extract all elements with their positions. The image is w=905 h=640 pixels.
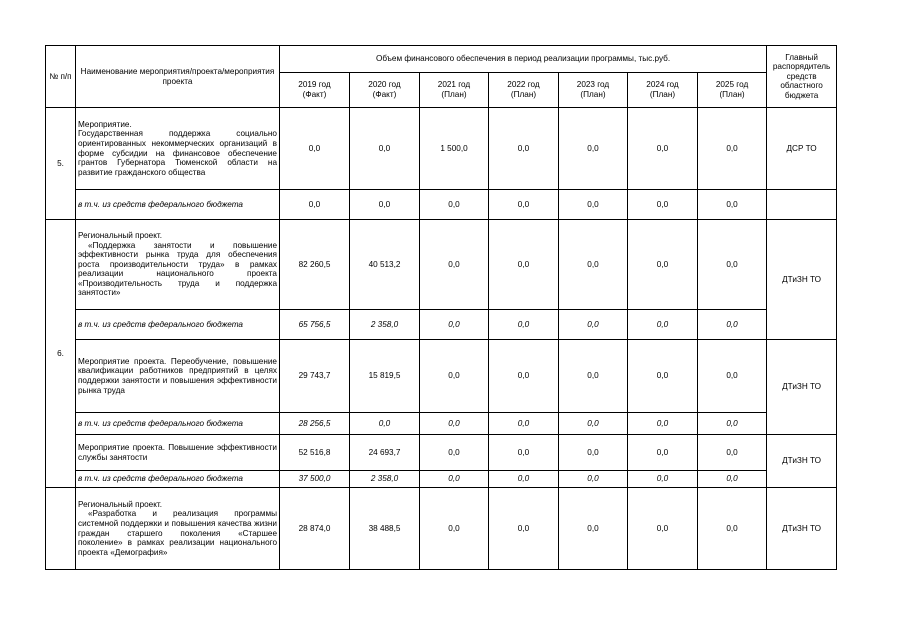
- table-row: [46, 220, 837, 310]
- value-cell: 15 819,5: [350, 340, 420, 413]
- value-cell: 2 358,0: [350, 310, 420, 340]
- value-cell: 0,0: [628, 340, 698, 413]
- value-cell: 0,0: [628, 435, 698, 471]
- value-cell: 0,0: [559, 220, 628, 310]
- value-cell: 0,0: [628, 488, 698, 570]
- value-cell: 0,0: [280, 190, 350, 220]
- federal-label: в т.ч. из средств федерального бюджета: [76, 310, 280, 340]
- table-row: [46, 488, 837, 570]
- value-cell: 0,0: [489, 310, 559, 340]
- value-cell: 40 513,2: [350, 220, 420, 310]
- value-cell: 0,0: [489, 340, 559, 413]
- value-cell: 29 743,7: [280, 340, 350, 413]
- manager-cell: ДТиЗН ТО: [767, 340, 837, 435]
- header-name: Наименование мероприятия/проекта/мероприятия проекта: [76, 46, 280, 108]
- row-num: 5.: [46, 108, 76, 220]
- value-cell: 0,0: [420, 471, 489, 488]
- header-row-1: [46, 46, 837, 73]
- value-cell: 0,0: [489, 190, 559, 220]
- funding-table: [45, 45, 837, 570]
- value-cell: 0,0: [489, 108, 559, 190]
- value-cell: 0,0: [420, 435, 489, 471]
- value-cell: 0,0: [698, 488, 767, 570]
- value-cell: 0,0: [420, 220, 489, 310]
- federal-label: в т.ч. из средств федерального бюджета: [76, 471, 280, 488]
- table-row: [46, 413, 837, 435]
- value-cell: 0,0: [420, 488, 489, 570]
- value-cell: 0,0: [559, 310, 628, 340]
- value-cell: 0,0: [628, 108, 698, 190]
- value-cell: 0,0: [698, 220, 767, 310]
- row-name: Мероприятие. Государственная поддержка социально ориентированных некоммерческих организаций в форме субсидии на финансовое обеспечение грантов Губернатора Тюменской области на развитие гражданского общества: [76, 108, 280, 190]
- federal-label: в т.ч. из средств федерального бюджета: [76, 413, 280, 435]
- value-cell: 0,0: [628, 190, 698, 220]
- value-cell: 0,0: [698, 471, 767, 488]
- header-year: 2020 год (Факт): [350, 73, 420, 108]
- value-cell: 37 500,0: [280, 471, 350, 488]
- value-cell: 28 256,5: [280, 413, 350, 435]
- value-cell: 0,0: [489, 471, 559, 488]
- value-cell: 0,0: [559, 340, 628, 413]
- header-funding: Объем финансового обеспечения в период реализации программы, тыс.руб.: [280, 46, 767, 73]
- table-row: [46, 108, 837, 190]
- value-cell: 38 488,5: [350, 488, 420, 570]
- value-cell: 24 693,7: [350, 435, 420, 471]
- value-cell: 0,0: [559, 488, 628, 570]
- header-manager: Главный распорядитель средств областного бюджета: [767, 46, 837, 108]
- row-name: Региональный проект. «Разработка и реализация программы системной поддержки и повышения качества жизни граждан старшего поколения «Старшее поколение» в рамках реализации национального проекта «Демография»: [76, 488, 280, 570]
- value-cell: 0,0: [628, 471, 698, 488]
- table-row: [46, 435, 837, 471]
- table-row: [46, 471, 837, 488]
- value-cell: 1 500,0: [420, 108, 489, 190]
- row-name: Мероприятие проекта. Повышение эффективности службы занятости: [76, 435, 280, 471]
- value-cell: 28 874,0: [280, 488, 350, 570]
- value-cell: 0,0: [628, 220, 698, 310]
- value-cell: 0,0: [489, 413, 559, 435]
- value-cell: 0,0: [698, 190, 767, 220]
- value-cell: 0,0: [489, 435, 559, 471]
- header-year: 2024 год (План): [628, 73, 698, 108]
- table-row: [46, 190, 837, 220]
- manager-cell-empty: [767, 190, 837, 220]
- row-name: Региональный проект. «Поддержка занятости и повышение эффективности рынка труда для обеспечения роста производительности труда» в рамках реализации национального проекта «Производительность труда и поддержка занятости»: [76, 220, 280, 310]
- value-cell: 65 756,5: [280, 310, 350, 340]
- value-cell: 0,0: [420, 190, 489, 220]
- value-cell: 0,0: [698, 340, 767, 413]
- value-cell: 0,0: [698, 435, 767, 471]
- row-num-empty: [46, 488, 76, 570]
- header-year: 2025 год (План): [698, 73, 767, 108]
- value-cell: 0,0: [350, 413, 420, 435]
- value-cell: 0,0: [559, 190, 628, 220]
- value-cell: 0,0: [489, 488, 559, 570]
- value-cell: 0,0: [350, 108, 420, 190]
- row-num: 6.: [46, 220, 76, 488]
- value-cell: 0,0: [698, 108, 767, 190]
- federal-label: в т.ч. из средств федерального бюджета: [76, 190, 280, 220]
- value-cell: 82 260,5: [280, 220, 350, 310]
- table-row: [46, 340, 837, 413]
- header-year: 2019 год (Факт): [280, 73, 350, 108]
- table-row: [46, 310, 837, 340]
- header-year: 2022 год (План): [489, 73, 559, 108]
- value-cell: 0,0: [559, 413, 628, 435]
- value-cell: 0,0: [350, 190, 420, 220]
- manager-cell: ДТиЗН ТО: [767, 435, 837, 488]
- value-cell: 0,0: [280, 108, 350, 190]
- value-cell: 0,0: [420, 413, 489, 435]
- value-cell: 52 516,8: [280, 435, 350, 471]
- value-cell: 0,0: [559, 108, 628, 190]
- header-num: № п/п: [46, 46, 76, 108]
- manager-cell: ДСР ТО: [767, 108, 837, 190]
- manager-cell: ДТиЗН ТО: [767, 488, 837, 570]
- value-cell: 2 358,0: [350, 471, 420, 488]
- value-cell: 0,0: [698, 310, 767, 340]
- header-year: 2023 год (План): [559, 73, 628, 108]
- value-cell: 0,0: [489, 220, 559, 310]
- value-cell: 0,0: [698, 413, 767, 435]
- value-cell: 0,0: [559, 471, 628, 488]
- value-cell: 0,0: [628, 310, 698, 340]
- header-year: 2021 год (План): [420, 73, 489, 108]
- value-cell: 0,0: [420, 340, 489, 413]
- value-cell: 0,0: [559, 435, 628, 471]
- value-cell: 0,0: [420, 310, 489, 340]
- row-name: Мероприятие проекта. Переобучение, повышение квалификации работников предприятий в целях поддержки занятости и повышения эффективности рынка труда: [76, 340, 280, 413]
- value-cell: 0,0: [628, 413, 698, 435]
- manager-cell: ДТиЗН ТО: [767, 220, 837, 340]
